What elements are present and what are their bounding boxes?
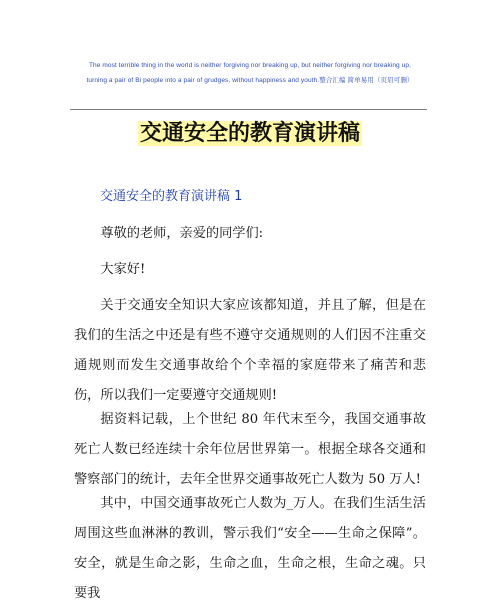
header-line-2 [70,73,430,88]
section-heading: 交通安全的教育演讲稿 1 [100,189,243,204]
document-title-text: 交通安全的教育演讲稿 [139,121,360,146]
paragraph-body-3: 其中，中国交通事故死亡人数为_万人。在我们生活生活周围这些血淋淋的教训，警示我们“安全——生命之保障”。安全，就是生命之影，生命之血，生命之根，生命之魂。只要我 [74,496,426,601]
paragraph-greeting: 尊敬的老师，亲爱的同学们: [100,226,264,241]
header-divider [70,109,427,110]
document-title [0,118,500,150]
header-line-2-en: turning a pair of Bi people into a pair of grudges, without happiness and youth. [86,77,320,84]
header-line-1: The most terrible thing in the world is neither forgiving nor breaking up, but neither forgiving nor breaking up, [88,62,412,69]
paragraph-body-1: 关于交通安全知识大家应该都知道，并且了解，但是在我们的生活之中还是有些不遵守交通规则的人们因不注重交通规则而发生交通事故给个个幸福的家庭带来了痛苦和悲伤，所以我们一定要遵守交通规则! [74,298,426,403]
header-line-2-cn: 整合汇编 简单易用（页眉可删） [319,77,414,84]
paragraph-hello: 大家好! [100,262,146,277]
page-header [70,58,430,88]
paragraph-body-2: 据资料记载，上个世纪 80 年代末至今，我国交通事故死亡人数已经连续十余年位居世界第一。根据全球各交通和警察部门的统计，去年全世界交通事故死亡人数为 50 万人! [74,412,426,487]
